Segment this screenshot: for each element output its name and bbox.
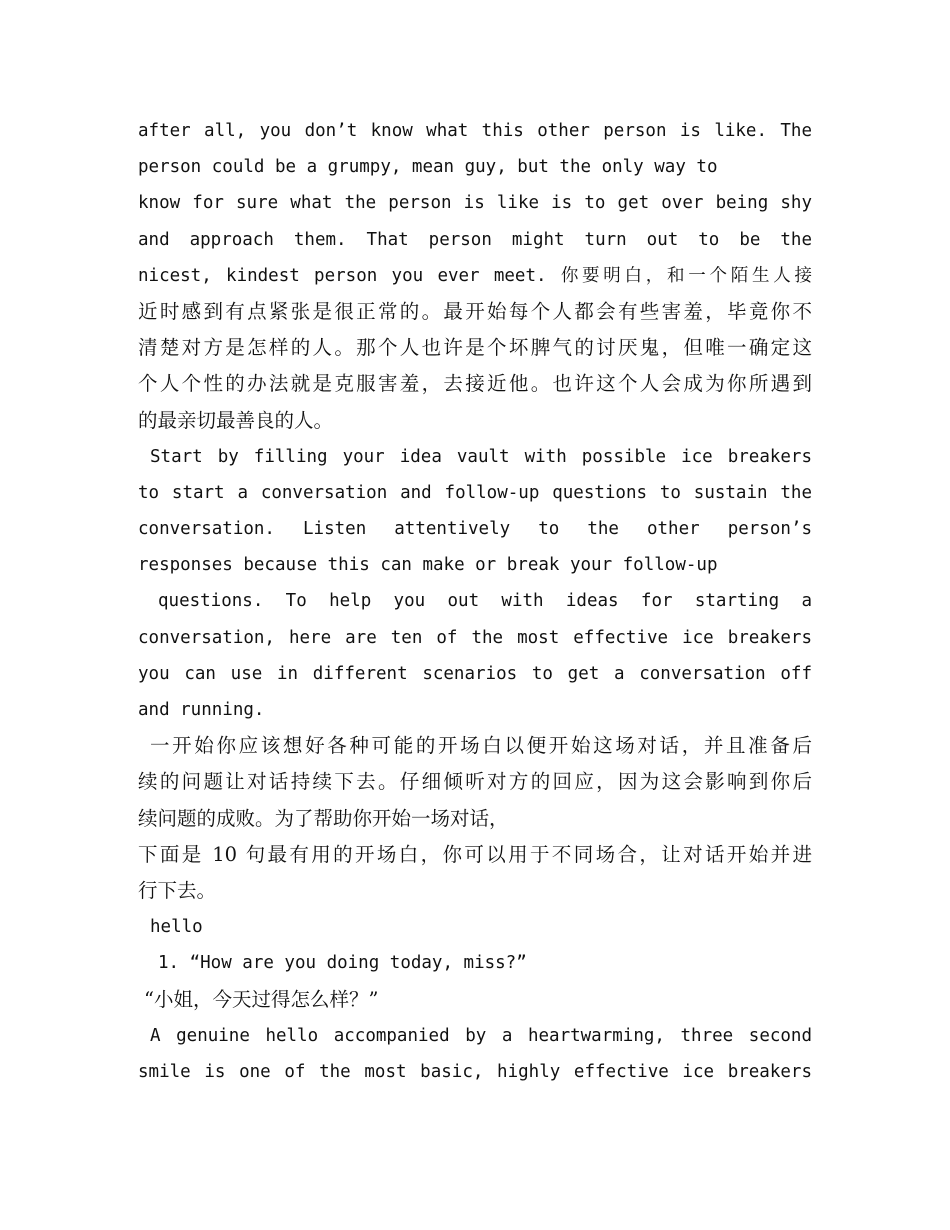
text-line: person could be a grumpy, mean guy, but the only way to (138, 157, 718, 178)
text-line: conversation, here are ten of the most effective ice breakers (138, 627, 812, 648)
text-line: smile is one of the most basic, highly effective ice breakers (138, 1061, 812, 1082)
text-line: nicest, kindest person you ever meet. 你要明白，和一个陌生人接 (138, 265, 812, 286)
text-line: 1. “How are you doing today, miss?” (158, 953, 527, 974)
text-line: 续问题的成败。为了帮助你开始一场对话， (138, 806, 509, 830)
text-line: and running. (138, 700, 265, 720)
text-line: to start a conversation and follow-up questions to sustain the (138, 482, 812, 503)
text-line: 清楚对方是怎样的人。那个人也许是个坏脾气的讨厌鬼，但唯一确定这 (138, 336, 812, 360)
text-line: after all, you don’t know what this other person is like. The (138, 121, 812, 141)
text-line: 近时感到有点紧张是很正常的。最开始每个人都会有些害羞，毕竟你不 (138, 299, 812, 323)
text-line: 下面是 10 句最有用的开场白，你可以用于不同场合，让对话开始并进 (138, 842, 812, 866)
text-line: “小姐，今天过得怎么样？” (144, 987, 379, 1011)
text-line: you can use in different scenarios to get a conversation off (138, 663, 812, 684)
text-line: responses because this can make or break your follow-up (138, 555, 718, 576)
text-line: questions. To help you out with ideas for starting a (158, 591, 812, 612)
text-line: conversation. Listen attentively to the other person’s (138, 519, 812, 540)
text-line: Start by filling your idea vault with possible ice breakers (150, 446, 812, 467)
text-line: and approach them. That person might turn out to be the (138, 229, 812, 250)
text-line: A genuine hello accompanied by a heartwarming, three second (150, 1025, 812, 1046)
text-line: 一开始你应该想好各种可能的开场白以便开始这场对话，并且准备后 (150, 734, 812, 758)
text-line: 的最亲切最善良的人。 (138, 408, 334, 432)
document-page (138, 113, 812, 1090)
text-line: 续的问题让对话持续下去。仔细倾听对方的回应，因为这会影响到你后 (138, 770, 812, 794)
text-line: 行下去。 (138, 878, 217, 902)
text-line: know for sure what the person is like is to get over being shy (138, 193, 812, 214)
text-line: 个人个性的办法就是克服害羞，去接近他。也许这个人会成为你所遇到 (138, 372, 812, 396)
text-line: hello (150, 917, 203, 938)
